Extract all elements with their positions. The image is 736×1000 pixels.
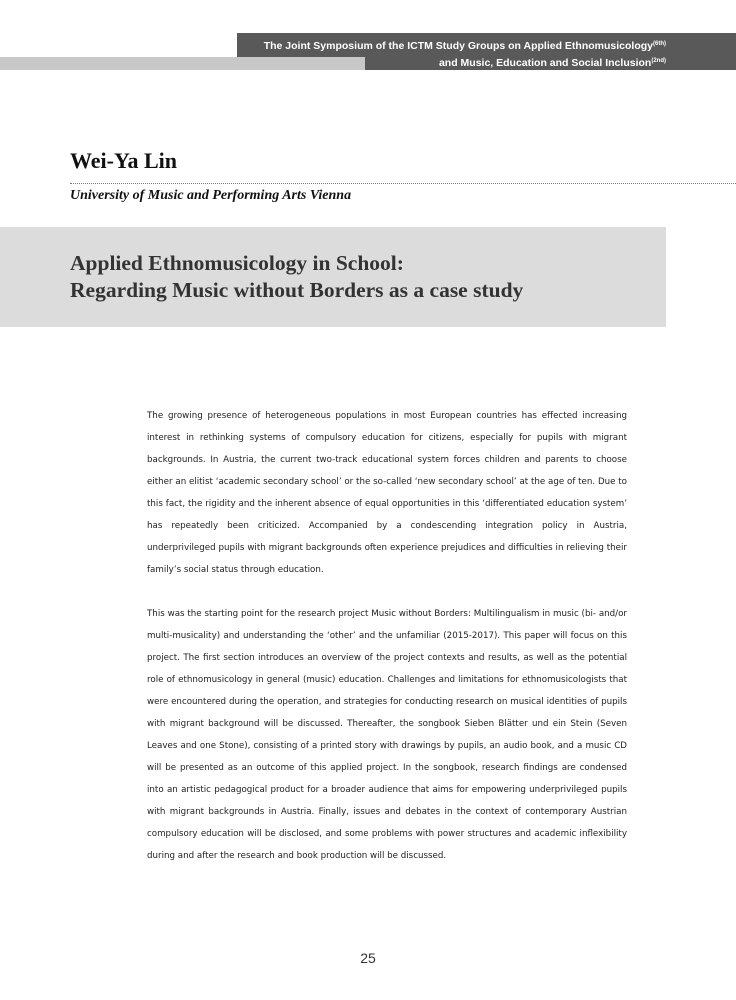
author-divider [70,183,736,184]
abstract [147,405,627,889]
running-header-line1: The Joint Symposium of the ICTM Study Groups on Applied Ethnomusicology$^{(6th)}$ [263,40,666,52]
edition-sup-2: (2nd) [651,58,666,64]
author-name: Wei-Ya Lin [70,148,177,173]
running-header [264,37,666,71]
author-affiliation: University of Music and Performing Arts Vienna [70,188,352,203]
paper-title [70,250,523,304]
abstract-paragraph-2: This was the starting point for the research project Music without Borders: Multilingualism in music (bi- and/or multi-musicality) and understanding the ‘other’ and the unfamiliar (2015-2017). This paper will focus on this project. The first section introduces an overview of the project contexts and results, as well as the potential role of ethnomusicology in general (music) education. Challenges and limitations for ethnomusicologists that were encountered during the operation, and strategies for conducting research on musical identities of pupils with migrant background will be discussed. Thereafter, the songbook Sieben Blätter und ein Stein (Seven Leaves and one Stone), consisting of a printed story with drawings by pupils, an audio book, and a music CD will be presented as an outcome of this applied project. In the songbook, research findings are condensed into an artistic pedagogical product for a broader audience that aims for empowering underprivileged pupils with migrant backgrounds in Austria. Finally, issues and debates in the context of contemporary Austrian compulsory education will be disclosed, and some problems with power structures and academic inflexibility during and after the research and book production will be discussed. [147,609,627,861]
page-number: 25 [360,950,376,966]
edition-sup-1: (6th) [653,41,666,47]
abstract-paragraph-1: The growing presence of heterogeneous populations in most European countries has effected increasing interest in rethinking systems of compulsory education for citizens, especially for pupils with migrant backgrounds. In Austria, the current two-track educational system forces children and parents to choose either an elitist ‘academic secondary school’ or the so-called ‘new secondary school’ at the age of ten. Due to this fact, the rigidity and the inherent absence of equal opportunities in this ‘differentiated education system’ has repeatedly been criticized. Accompanied by a condescending integration policy in Austria, underprivileged pupils with migrant backgrounds often experience prejudices and difficulties in relieving their family’s social status through education. [147,411,627,575]
title-line2: Regarding Music without Borders as a case study [70,278,524,302]
running-header-line2: and Music, Education and Social Inclusion$^{(2nd)}$ [438,57,666,69]
title-line1: Applied Ethnomusicology in School: [70,251,404,275]
